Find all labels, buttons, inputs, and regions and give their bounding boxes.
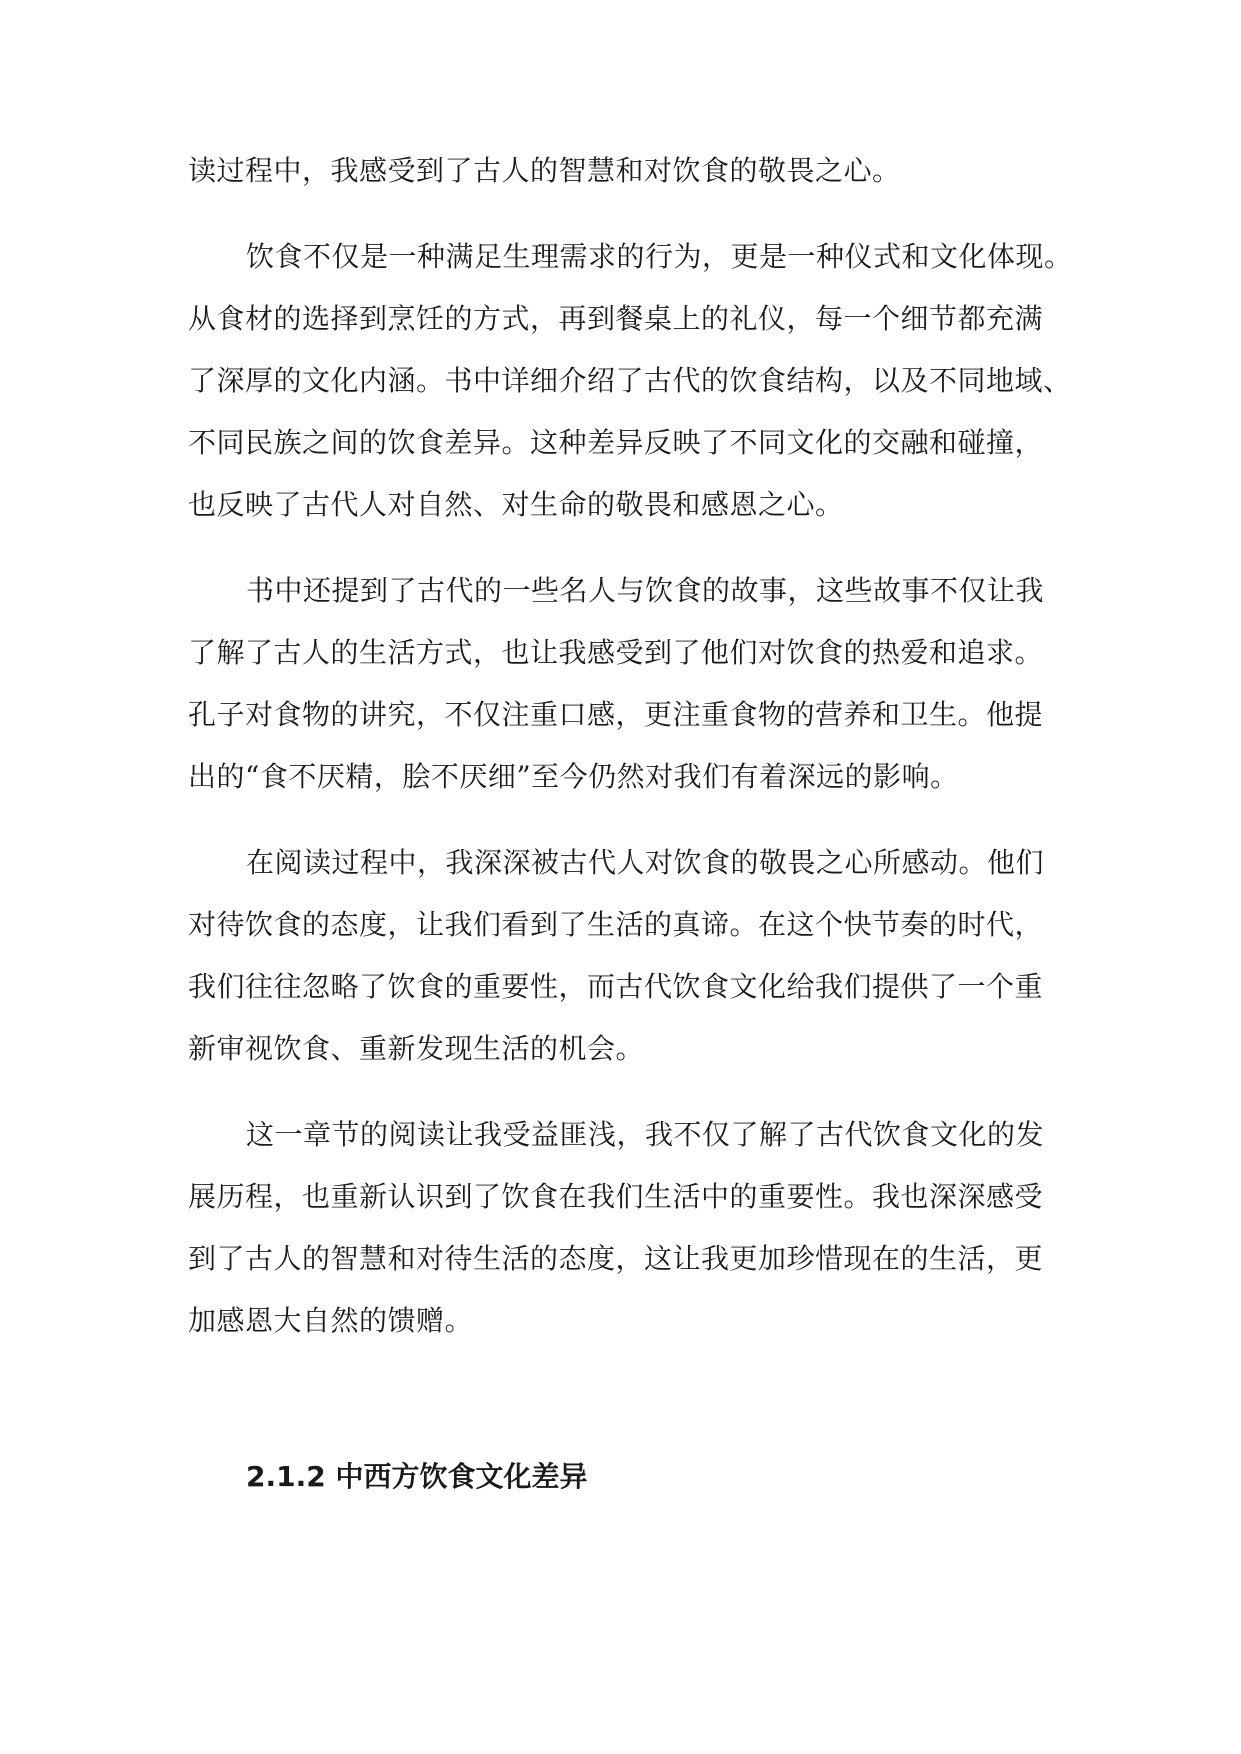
paragraph-line: 了深厚的文化内涵。书中详细介绍了古代的饮食结构，以及不同地域、: [188, 364, 1072, 397]
paragraph-line: 了解了古人的生活方式，也让我感受到了他们对饮食的热爱和追求。: [188, 636, 1044, 669]
paragraph-line: 在阅读过程中，我深深被古代人对饮食的敬畏之心所感动。他们: [246, 846, 1045, 879]
section-heading: 2.1.2 中西方饮食文化差异: [246, 1460, 588, 1493]
paragraph-line: 书中还提到了古代的一些名人与饮食的故事，这些故事不仅让我: [246, 574, 1045, 607]
paragraph-line: 新审视饮食、重新发现生活的机会。: [188, 1032, 645, 1065]
paragraph-line: 对待饮食的态度，让我们看到了生活的真谛。在这个快节奏的时代，: [188, 908, 1044, 941]
paragraph-line: 展历程，也重新认识到了饮食在我们生活中的重要性。我也深深感受: [188, 1180, 1044, 1213]
paragraph-line: 到了古人的智慧和对待生活的态度，这让我更加珍惜现在的生活，更: [188, 1242, 1044, 1275]
paragraph-line: 孔子对食物的讲究，不仅注重口感，更注重食物的营养和卫生。他提: [188, 698, 1044, 731]
paragraph-line: 加感恩大自然的馈赠。: [188, 1304, 474, 1337]
paragraph-line: 不同民族之间的饮食差异。这种差异反映了不同文化的交融和碰撞，: [188, 426, 1044, 459]
paragraph-line: 从食材的选择到烹饪的方式，再到餐桌上的礼仪，每一个细节都充满: [188, 302, 1044, 335]
paragraph-line: 出的“食不厌精，脍不厌细”至今仍然对我们有着深远的影响。: [188, 760, 959, 793]
paragraph-line: 这一章节的阅读让我受益匪浅，我不仅了解了古代饮食文化的发: [246, 1118, 1045, 1151]
paragraph-line: 读过程中，我感受到了古人的智慧和对饮食的敬畏之心。: [188, 154, 901, 187]
paragraph-line: 我们往往忽略了饮食的重要性，而古代饮食文化给我们提供了一个重: [188, 970, 1044, 1003]
paragraph-line: 饮食不仅是一种满足生理需求的行为，更是一种仪式和文化体现。: [246, 240, 1073, 273]
body-text: [188, 140, 1073, 1352]
paragraph-line: 也反映了古代人对自然、对生命的敬畏和感恩之心。: [188, 488, 844, 521]
